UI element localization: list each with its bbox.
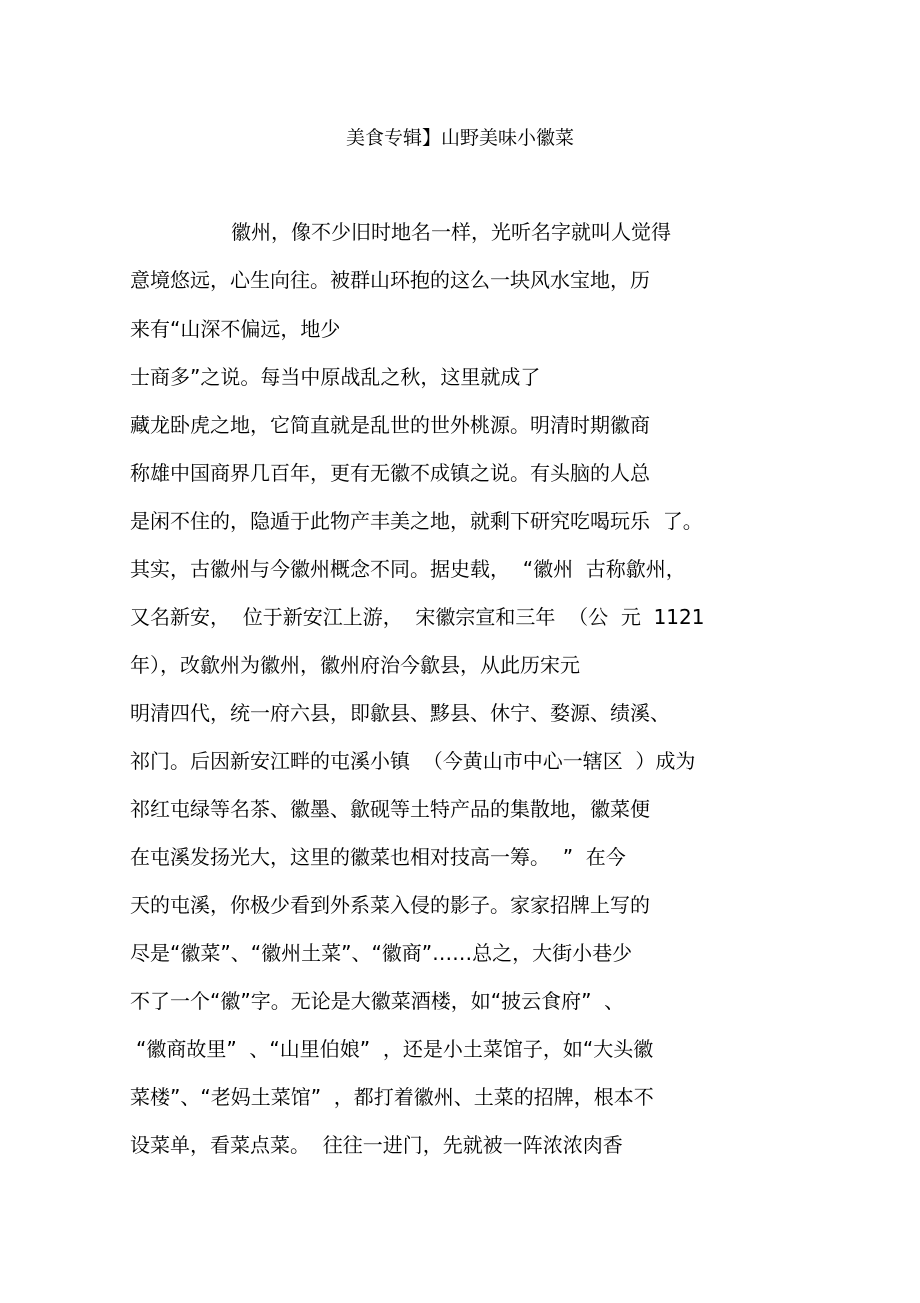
text-line: 设菜单，看菜点菜。 往往一进门，先就被一阵浓浓肉香 <box>130 1133 623 1157</box>
document-title: 美食专辑】山野美味小徽菜 <box>345 127 574 149</box>
text-line: 其实，古徽州与今徽州概念不同。据史载， “徽州 古称歙州， <box>130 557 686 581</box>
text-line: 祁红屯绿等名茶、徽墨、歙砚等土特产品的集散地，徽菜便 <box>130 797 650 821</box>
text-line: 在屯溪发扬光大，这里的徽菜也相对技高一筹。 ” 在今 <box>130 845 626 869</box>
text-line: 意境悠远，心生向往。被群山环抱的这么一块风水宝地，历 <box>130 268 650 292</box>
text-line: 天的屯溪，你极少看到外系菜入侵的影子。家家招牌上写的 <box>130 893 650 917</box>
text-line: 又名新安， 位于新安江上游， 宋徽宗宣和三年 （公 元 1121 <box>130 605 705 629</box>
text-line: 称雄中国商界几百年，更有无徽不成镇之说。有头脑的人总 <box>130 461 650 485</box>
text-line: 祁门。后因新安江畔的屯溪小镇 （今黄山市中心一辖区 ）成为 <box>130 749 696 773</box>
text-line: 藏龙卧虎之地，它简直就是乱世的世外桃源。明清时期徽商 <box>130 413 650 437</box>
text-line: 不了一个“徽”字。无论是大徽菜酒楼，如“披云食府” 、 <box>130 989 625 1013</box>
text-line: 年），改歙州为徽州，徽州府治今歙县，从此历宋元 <box>130 653 580 677</box>
text-line: 士商多”之说。每当中原战乱之秋，这里就成了 <box>130 365 541 389</box>
text-line: “徽商故里” 、“山里伯娘” ，还是小土菜馆子，如“大头徽 <box>136 1037 654 1061</box>
text-line: 徽州，像不少旧时地名一样，光听名字就叫人觉得 <box>231 220 671 244</box>
text-line: 尽是“徽菜”、“徽州土菜”、“徽商”……总之，大街小巷少 <box>130 941 633 965</box>
text-line: 来有“山深不偏远，地少 <box>130 317 341 341</box>
text-line: 菜楼”、“老妈土菜馆” ，都打着徽州、土菜的招牌，根本不 <box>130 1085 654 1109</box>
text-line: 明清四代，统一府六县，即歙县、黟县、休宁、婺源、绩溪、 <box>130 701 670 725</box>
text-line: 是闲不住的，隐遁于此物产丰美之地，就剩下研究吃喝玩乐 了。 <box>130 509 703 533</box>
